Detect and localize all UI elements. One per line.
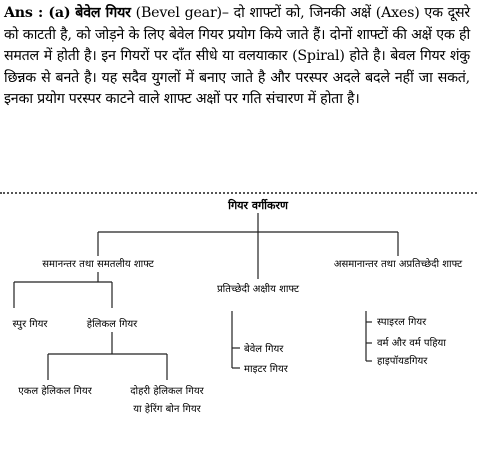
miter-gear: माइटर गियर [244, 364, 288, 375]
answer-paragraph [4, 3, 470, 111]
herringbone-gear: या हेरिंग बोन गियर [133, 404, 201, 415]
spur-gear: स्पुर गियर [12, 319, 48, 330]
worm-gear: वर्म और वर्म पहिया [377, 338, 446, 349]
root-node: गियर वर्गीकरण [228, 199, 288, 212]
gear-classification-diagram [0, 196, 477, 453]
single-helical-gear: एकल हेलिकल गियर [18, 386, 92, 397]
spiral-gear: स्पाइरल गियर [377, 317, 427, 328]
double-helical-gear: दोहरी हेलिकल गियर [130, 386, 204, 397]
dotted-separator [0, 192, 477, 194]
branch-parallel: समानन्तर तथा समतलीय शाफ्ट [42, 259, 154, 270]
branch-intersecting: प्रतिच्छेदी अक्षीय शाफ्ट [216, 284, 300, 295]
answer-term: बेवेल गियर [75, 5, 131, 21]
bevel-gear: बेवेल गियर [244, 344, 284, 355]
helical-gear: हेलिकल गियर [86, 319, 138, 330]
answer-body: – दो शाफ्टों को, जिनकी अक्षें (Axes) एक दूसरे को काटती है, को जोड़ने के लिए बेवेल गियर प्रयोग किये जाते हैं। दोनों शाफ्टों की अक्षें एक ही समतल में होती है। इन गियरों पर दाँत सीधे या वलयाकार (Spiral) होते है। बेवल गियर शंकु छिन्नक से बनते है। यह सदैव युगलों में बनाए जाते है और परस्पर अदले बदले नहीं जा सकतं, इनका प्रयोग परस्पर काटने वाले शाफ्ट अक्षों पर गति संचारण में होता है। [4, 5, 470, 107]
branch-nonparallel: असमानान्तर तथा अप्रतिच्छेदी शाफ्ट [333, 259, 463, 270]
answer-term-english: (Bevel gear) [135, 5, 222, 21]
hypoid-gear: हाइपॉयडगियर [377, 356, 428, 367]
answer-label: Ans : (a) [4, 5, 71, 21]
